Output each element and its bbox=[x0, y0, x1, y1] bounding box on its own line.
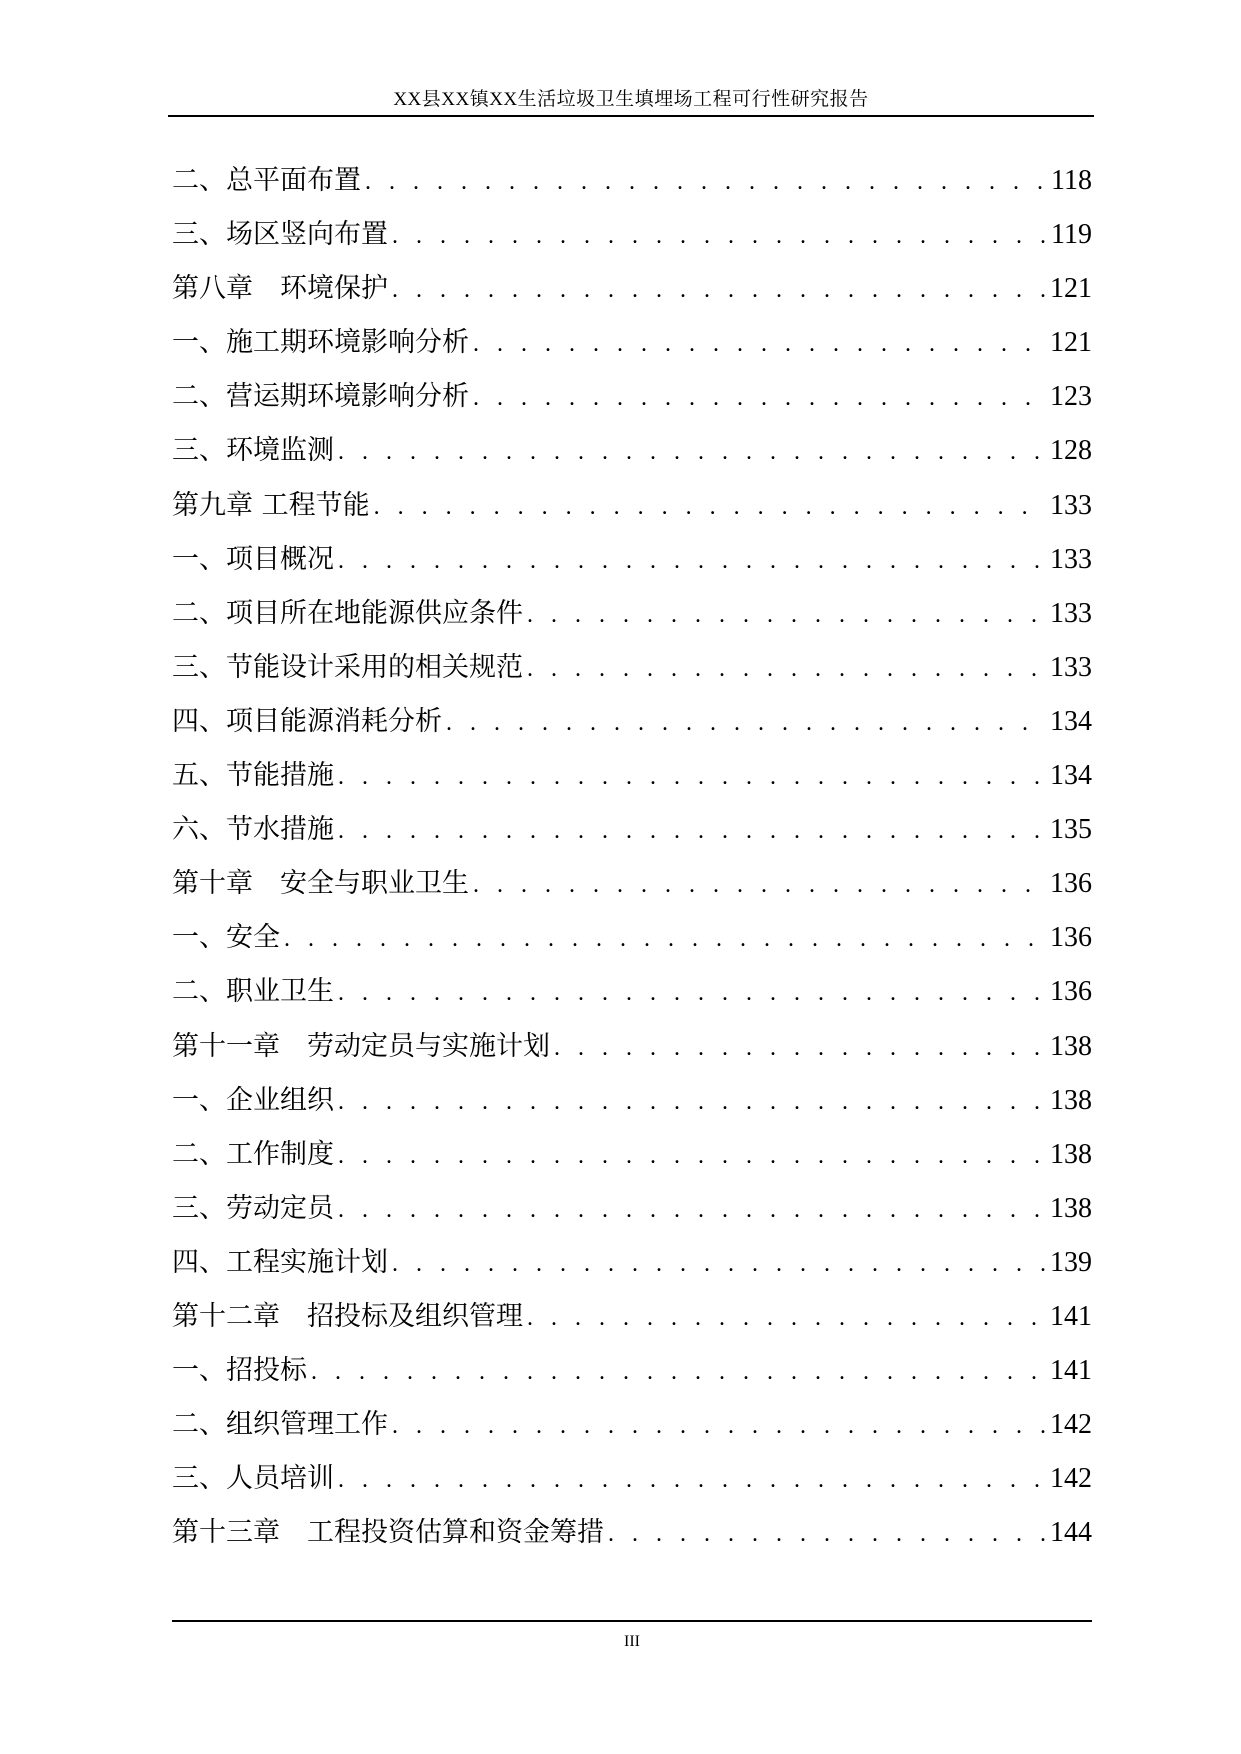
toc-leader-dots bbox=[338, 1197, 1046, 1224]
toc-entry-page: 144 bbox=[1050, 1517, 1092, 1549]
toc-leader-dots bbox=[608, 1521, 1046, 1548]
toc-entry-page: 119 bbox=[1051, 219, 1092, 251]
toc-leader-dots bbox=[527, 602, 1046, 629]
toc-entry-page: 134 bbox=[1050, 760, 1092, 792]
toc-entry-page: 142 bbox=[1050, 1463, 1092, 1495]
toc-leader-dots bbox=[554, 1035, 1046, 1062]
toc-entry[interactable] bbox=[172, 1348, 1092, 1402]
toc-entry-title: 一、招投标 bbox=[172, 1355, 307, 1387]
toc-entry-title: 四、工程实施计划 bbox=[172, 1246, 388, 1278]
toc-entry[interactable] bbox=[172, 1186, 1092, 1240]
toc-leader-dots bbox=[338, 764, 1046, 791]
toc-entry-page: 133 bbox=[1050, 597, 1092, 629]
toc-leader-dots bbox=[473, 872, 1046, 899]
toc-entry-page: 136 bbox=[1050, 922, 1092, 954]
toc-entry-page: 128 bbox=[1050, 435, 1092, 467]
toc-leader-dots bbox=[338, 1143, 1046, 1170]
toc-entry-title: 一、安全 bbox=[172, 922, 280, 954]
toc-entry-title: 三、节能设计采用的相关规范 bbox=[172, 651, 523, 683]
toc-entry[interactable] bbox=[172, 1240, 1092, 1294]
toc-entry-title: 三、环境监测 bbox=[172, 435, 334, 467]
toc-entry-page: 142 bbox=[1050, 1409, 1092, 1441]
toc-entry[interactable] bbox=[172, 320, 1092, 374]
toc-entry-page: 133 bbox=[1050, 651, 1092, 683]
toc-entry-title: 第十一章 劳动定员与实施计划 bbox=[172, 1030, 550, 1062]
toc-leader-dots bbox=[374, 494, 1046, 521]
toc-entry[interactable] bbox=[172, 374, 1092, 428]
toc-entry-page: 135 bbox=[1050, 814, 1092, 846]
toc-entry-page: 136 bbox=[1050, 868, 1092, 900]
toc-entry-page: 123 bbox=[1050, 381, 1092, 413]
toc-entry-title: 一、企业组织 bbox=[172, 1084, 334, 1116]
toc-entry-page: 133 bbox=[1050, 489, 1092, 521]
toc-entry-title: 第八章 环境保护 bbox=[172, 273, 388, 305]
toc-entry[interactable] bbox=[172, 861, 1092, 915]
toc-leader-dots bbox=[338, 1089, 1046, 1116]
toc-entry-page: 133 bbox=[1050, 543, 1092, 575]
toc-entry-page: 138 bbox=[1050, 1192, 1092, 1224]
toc-entry-title: 三、人员培训 bbox=[172, 1463, 334, 1495]
toc-leader-dots bbox=[392, 223, 1047, 250]
toc-entry-title: 五、节能措施 bbox=[172, 760, 334, 792]
toc-entry-title: 二、项目所在地能源供应条件 bbox=[172, 597, 523, 629]
toc-entry[interactable] bbox=[172, 266, 1092, 320]
toc-entry[interactable] bbox=[172, 1024, 1092, 1078]
toc-entry-page: 134 bbox=[1050, 705, 1092, 737]
toc-entry-page: 121 bbox=[1050, 273, 1092, 305]
toc-entry-title: 第十三章 工程投资估算和资金筹措 bbox=[172, 1517, 604, 1549]
page-number: III bbox=[624, 1633, 640, 1650]
toc-entry[interactable] bbox=[172, 1294, 1092, 1348]
toc-entry[interactable] bbox=[172, 753, 1092, 807]
toc-leader-dots bbox=[338, 1467, 1046, 1494]
toc-entry[interactable] bbox=[172, 1078, 1092, 1132]
toc-entry[interactable] bbox=[172, 1510, 1092, 1564]
toc-entry[interactable] bbox=[172, 1132, 1092, 1186]
toc-entry-page: 138 bbox=[1050, 1030, 1092, 1062]
toc-entry-page: 118 bbox=[1051, 165, 1092, 196]
toc-entry-title: 第十章 安全与职业卫生 bbox=[172, 868, 469, 900]
toc-entry-page: 141 bbox=[1050, 1300, 1092, 1332]
toc-leader-dots bbox=[392, 1413, 1046, 1440]
toc-entry[interactable] bbox=[172, 969, 1092, 1023]
toc-entry-page: 141 bbox=[1050, 1355, 1092, 1387]
running-header: XX县XX镇XX生活垃圾卫生填埋场工程可行性研究报告 bbox=[393, 89, 869, 110]
toc-entry[interactable] bbox=[172, 915, 1092, 969]
toc-entry[interactable] bbox=[172, 212, 1092, 266]
toc-entry-page: 138 bbox=[1050, 1084, 1092, 1116]
toc-leader-dots bbox=[284, 926, 1046, 953]
toc-leader-dots bbox=[311, 1359, 1046, 1386]
toc-entry-title: 四、项目能源消耗分析 bbox=[172, 705, 442, 737]
header-rule bbox=[168, 115, 1094, 117]
toc-entry[interactable] bbox=[172, 483, 1092, 537]
toc-entry-title: 二、营运期环境影响分析 bbox=[172, 381, 469, 413]
toc-entry-page: 121 bbox=[1050, 327, 1092, 359]
toc-entry-title: 三、劳动定员 bbox=[172, 1192, 334, 1224]
toc-leader-dots bbox=[338, 548, 1046, 575]
toc-leader-dots bbox=[392, 1251, 1046, 1278]
toc-leader-dots bbox=[392, 277, 1046, 304]
toc-entry-title: 三、场区竖向布置 bbox=[172, 219, 388, 251]
toc-entry-title: 二、总平面布置 bbox=[172, 165, 361, 196]
toc-entry[interactable] bbox=[172, 1456, 1092, 1510]
toc-entry[interactable] bbox=[172, 428, 1092, 482]
toc-entry-title: 二、组织管理工作 bbox=[172, 1409, 388, 1441]
toc-entry-title: 一、施工期环境影响分析 bbox=[172, 327, 469, 359]
toc-entry-title: 六、节水措施 bbox=[172, 814, 334, 846]
toc-leader-dots bbox=[446, 710, 1046, 737]
toc-entry[interactable] bbox=[172, 537, 1092, 591]
toc-leader-dots bbox=[338, 818, 1046, 845]
toc-entry-page: 136 bbox=[1050, 976, 1092, 1008]
toc-leader-dots bbox=[527, 656, 1046, 683]
toc-entry[interactable] bbox=[172, 158, 1092, 212]
toc-entry[interactable] bbox=[172, 807, 1092, 861]
toc-leader-dots bbox=[338, 980, 1046, 1007]
toc-entry[interactable] bbox=[172, 1402, 1092, 1456]
table-of-contents bbox=[172, 158, 1092, 1564]
toc-entry-title: 二、工作制度 bbox=[172, 1138, 334, 1170]
toc-leader-dots bbox=[473, 331, 1046, 358]
toc-entry[interactable] bbox=[172, 591, 1092, 645]
toc-entry-title: 第十二章 招投标及组织管理 bbox=[172, 1300, 523, 1332]
toc-entry-title: 二、职业卫生 bbox=[172, 976, 334, 1008]
toc-entry[interactable] bbox=[172, 699, 1092, 753]
toc-entry-title: 第九章 工程节能 bbox=[172, 489, 370, 521]
toc-leader-dots bbox=[338, 439, 1046, 466]
toc-entry[interactable] bbox=[172, 645, 1092, 699]
toc-leader-dots bbox=[527, 1305, 1046, 1332]
toc-leader-dots bbox=[365, 169, 1047, 196]
footer-rule bbox=[172, 1620, 1092, 1622]
toc-leader-dots bbox=[473, 385, 1046, 412]
toc-entry-title: 一、项目概况 bbox=[172, 543, 334, 575]
toc-entry-page: 138 bbox=[1050, 1138, 1092, 1170]
toc-entry-page: 139 bbox=[1050, 1246, 1092, 1278]
